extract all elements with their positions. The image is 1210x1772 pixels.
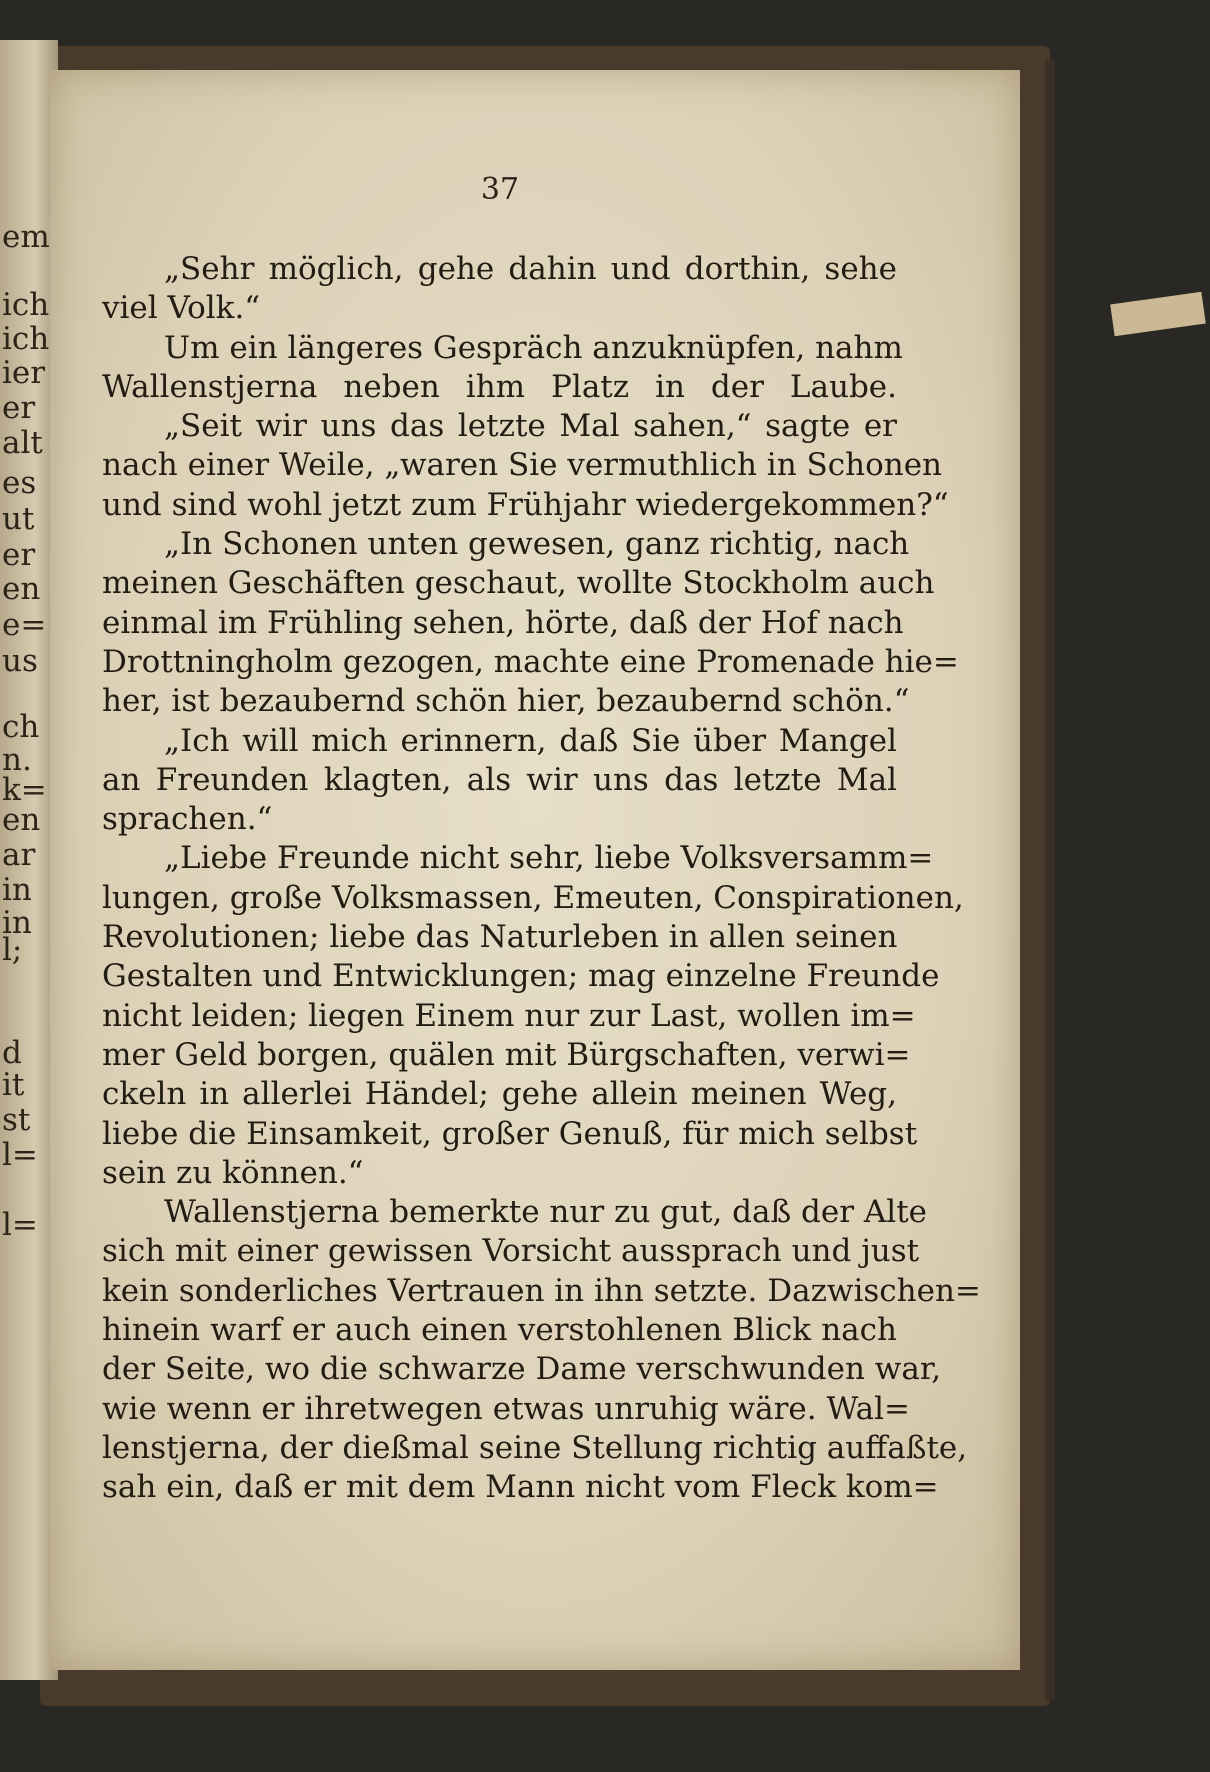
left-page-fragment: er [2,540,36,571]
text-line: und sind wohl jetzt zum Frühjahr wiedergekommen?“ [102,486,949,523]
text-line: sein zu können.“ [102,1154,364,1191]
left-page-fragment: ar [2,840,36,871]
text-line: „In Schonen unten gewesen, ganz richtig, nach [164,526,910,563]
text-line: sah ein, daß er mit dem Mann nicht vom Fleck kom= [102,1469,939,1506]
left-page-fragment: ich [2,324,50,355]
text-line: Um ein längeres Gespräch anzuknüpfen, nahm [164,329,903,366]
left-page-fragment: d [2,1038,22,1069]
page-number: 37 [480,172,520,207]
left-page-fragment: en [2,574,41,605]
text-line: Revolutionen; liebe das Naturleben in allen seinen [102,919,898,956]
left-page-fragment: em [2,222,50,253]
text-line: einmal im Frühling sehen, hörte, daß der Hof nach [102,604,904,641]
text-line: nicht leiden; liegen Einem nur zur Last, wollen im= [102,997,916,1034]
book-spine [1045,60,1055,1700]
text-line: her, ist bezaubernd schön hier, bezaubernd schön.“ [102,683,910,720]
text-line: „Liebe Freunde nicht sehr, liebe Volksversamm= [164,840,934,877]
paper-tab [1110,292,1206,336]
left-page-fragment: in [2,908,32,939]
left-page-fragment: l; [2,935,23,966]
text-line: „Ich will mich erinnern, daß Sie über Mangel [164,722,897,759]
left-page-fragment: alt [2,428,43,459]
left-page-fragment: e= [2,610,47,641]
left-page-fragment: ier [2,358,46,389]
left-page-fragment: in [2,875,32,906]
text-line: meinen Geschäften geschaut, wollte Stockholm auch [102,565,935,602]
left-page-fragment: er [2,393,36,424]
left-page-fragment: k= [2,775,47,806]
left-page-fragment: es [2,468,37,499]
text-line: viel Volk.“ [102,290,261,327]
text-line: hinein warf er auch einen verstohlenen Blick nach [102,1312,897,1349]
text-line: lenstjerna, der dießmal seine Stellung richtig auffaßte, [102,1429,968,1466]
left-page-fragment: st [2,1105,31,1136]
text-line: Wallenstjerna bemerkte nur zu gut, daß der Alte [164,1194,928,1231]
text-line: lungen, große Volksmassen, Emeuten, Conspirationen, [102,879,964,916]
text-line: ckeln in allerlei Händel; gehe allein meinen Weg, [102,1076,897,1113]
text-line: „Seit wir uns das letzte Mal sahen,“ sagte er [164,408,897,445]
text-line: sich mit einer gewissen Vorsicht aussprach und just [102,1233,920,1270]
left-page-fragment: l= [2,1140,38,1171]
text-line: an Freunden klagten, als wir uns das letzte Mal [102,761,897,798]
text-line: kein sonderliches Vertrauen in ihn setzte. Dazwischen= [102,1272,981,1309]
left-page-fragment: en [2,805,41,836]
left-page-fragment: ch [2,712,40,743]
left-page-fragment: ich [2,290,50,321]
left-page-fragment: it [2,1070,25,1101]
text-line: mer Geld borgen, quälen mit Bürgschaften, verwi= [102,1036,911,1073]
text-line: liebe die Einsamkeit, großer Genuß, für mich selbst [102,1115,918,1152]
text-line: der Seite, wo die schwarze Dame verschwunden war, [102,1351,942,1388]
left-page-fragment: us [2,646,38,677]
left-page-fragment: ut [2,504,35,535]
text-line: Gestalten und Entwicklungen; mag einzelne Freunde [102,958,940,995]
text-line: „Sehr möglich, gehe dahin und dorthin, sehe [164,251,897,287]
text-line: Wallenstjerna neben ihm Platz in der Laube. [102,368,897,405]
text-line: wie wenn er ihretwegen etwas unruhig wäre. Wal= [102,1390,911,1427]
left-page-fragment: n. [2,745,32,776]
left-page-fragment: l= [2,1210,38,1241]
text-line: Drottningholm gezogen, machte eine Promenade hie= [102,643,959,680]
page-text [102,250,981,1508]
text-line: sprachen.“ [102,801,273,838]
text-line: nach einer Weile, „waren Sie vermuthlich in Schonen [102,447,943,484]
